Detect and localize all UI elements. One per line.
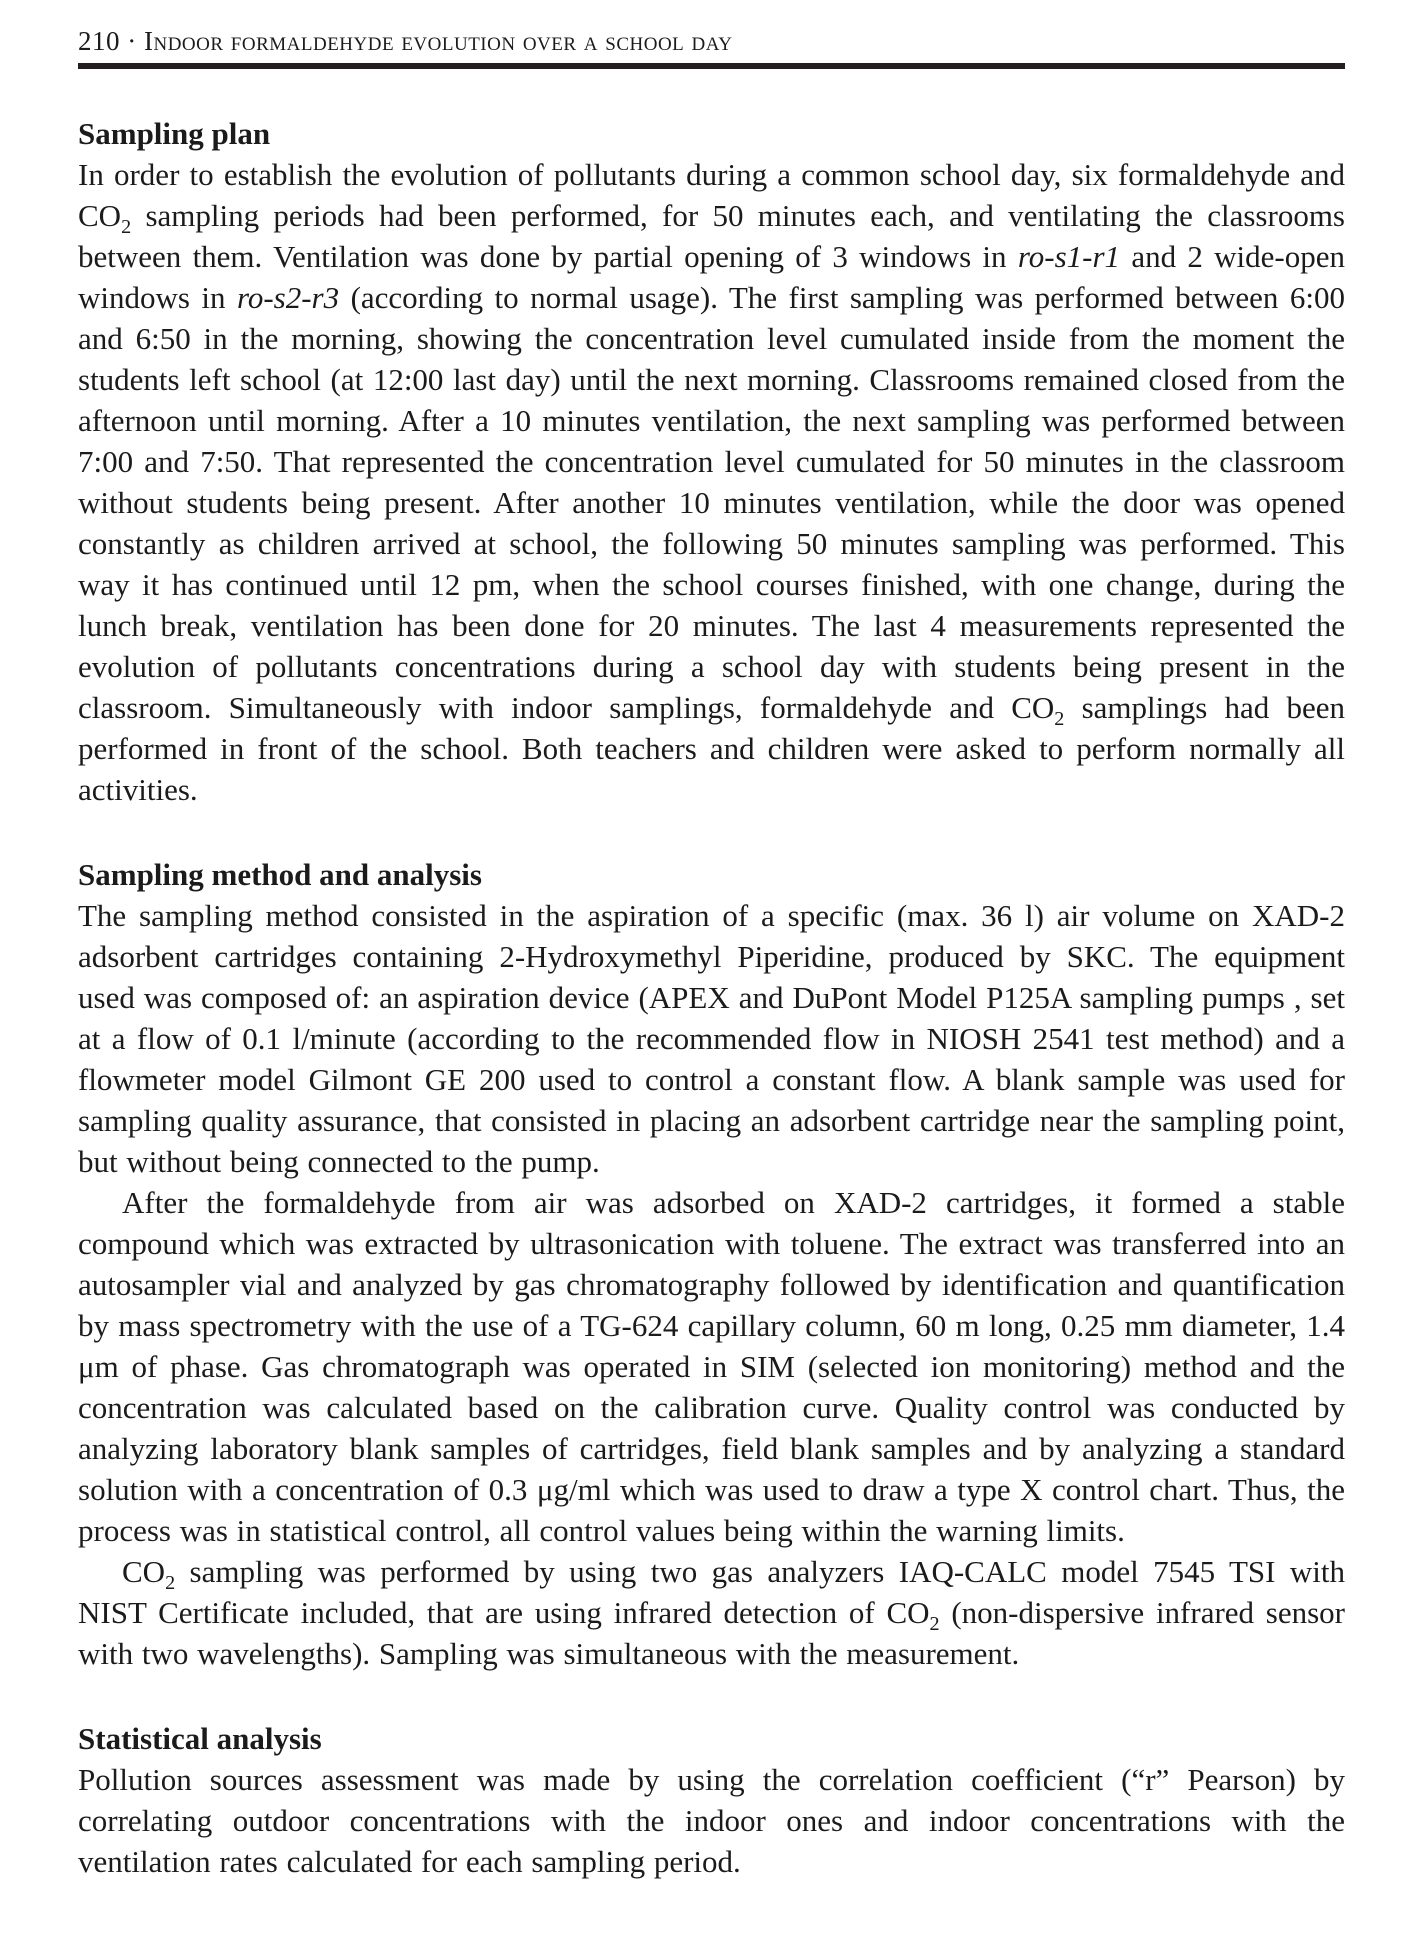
section-sampling-method-and-analysis	[78, 854, 1345, 1674]
section-statistical-analysis	[78, 1718, 1345, 1882]
paragraph: $CO_2$ sampling was performed by using two gas analyzers IAQ-CALC model 7545 TSI with NIST Certificate included, that are using infrared detection of $CO_2$ (non-dispersive infrared sensor with two wavelengths). Sampling was simultaneous with the measurement.	[78, 1554, 1346, 1671]
paragraph: In order to establish the evolution of pollutants during a common school day, six formaldehyde and $CO_2$ sampling periods had been performed, for 50 minutes each, and ventilating the classrooms between them. Ventilation was done by partial opening of 3 windows in ro-s1-r1 and 2 wide-open windows in ro-s2-r3 (according to normal usage). The first sampling was performed between 6:00 and 6:50 in the morning, showing the concentration level cumulated inside from the moment the students left school (at 12:00 last day) until the next morning. Classrooms remained closed from the afternoon until morning. After a 10 minutes ventilation, the next sampling was performed between 7:00 and 7:50. That represented the concentration level cumulated for 50 minutes in the classroom without students being present. After another 10 minutes ventilation, while the door was opened constantly as children arrived at school, the following 50 minutes sampling was performed. This way it has continued until 12 pm, when the school courses finished, with one change, during the lunch break, ventilation has been done for 20 minutes. The last 4 measurements represented the evolution of pollutants concentrations during a school day with students being present in the classroom. Simultaneously with indoor samplings, formaldehyde and $CO_2$ samplings had been performed in front of the school. Both teachers and children were asked to perform normally all activities.	[78, 157, 1345, 807]
section-heading: Sampling method and analysis	[78, 857, 482, 892]
header-separator: ·	[120, 26, 144, 56]
section-heading: Sampling plan	[78, 116, 271, 151]
page-number: 210	[78, 26, 120, 56]
paragraph: After the formaldehyde from air was adsorbed on XAD-2 cartridges, it formed a stable compound which was extracted by ultrasonication with toluene. The extract was transferred into an autosampler vial and analyzed by gas chromatography followed by identification and quantification by mass spectrometry with the use of a TG-624 capillary column, 60 m long, 0.25 mm diameter, 1.4 μm of phase. Gas chromatograph was operated in SIM (selected ion monitoring) method and the concentration was calculated based on the calibration curve. Quality control was conducted by analyzing laboratory blank samples of cartridges, field blank samples and by analyzing a standard solution with a concentration of 0.3 μg/ml which was used to draw a type X control chart. Thus, the process was in statistical control, all control values being within the warning limits.	[78, 1185, 1345, 1548]
header-rule	[78, 63, 1345, 69]
section-sampling-plan	[78, 113, 1345, 810]
section-heading: Statistical analysis	[78, 1721, 322, 1756]
running-header	[78, 24, 1345, 58]
paragraph: The sampling method consisted in the aspiration of a specific (max. 36 l) air volume on XAD-2 adsorbent cartridges containing 2-Hydroxymethyl Piperidine, produced by SKC. The equipment used was composed of: an aspiration device (APEX and DuPont Model P125A sampling pumps , set at a flow of 0.1 l/minute (according to the recommended flow in NIOSH 2541 test method) and a flowmeter model Gilmont GE 200 used to control a constant flow. A blank sample was used for sampling quality assurance, that consisted in placing an adsorbent cartridge near the sampling point, but without being connected to the pump.	[78, 898, 1345, 1179]
running-title: Indoor formaldehyde evolution over a school day	[144, 26, 733, 56]
paragraph: Pollution sources assessment was made by using the correlation coefficient (“r” Pearson) by correlating outdoor concentrations with the indoor ones and indoor concentrations with the ventilation rates calculated for each sampling period.	[78, 1762, 1345, 1879]
